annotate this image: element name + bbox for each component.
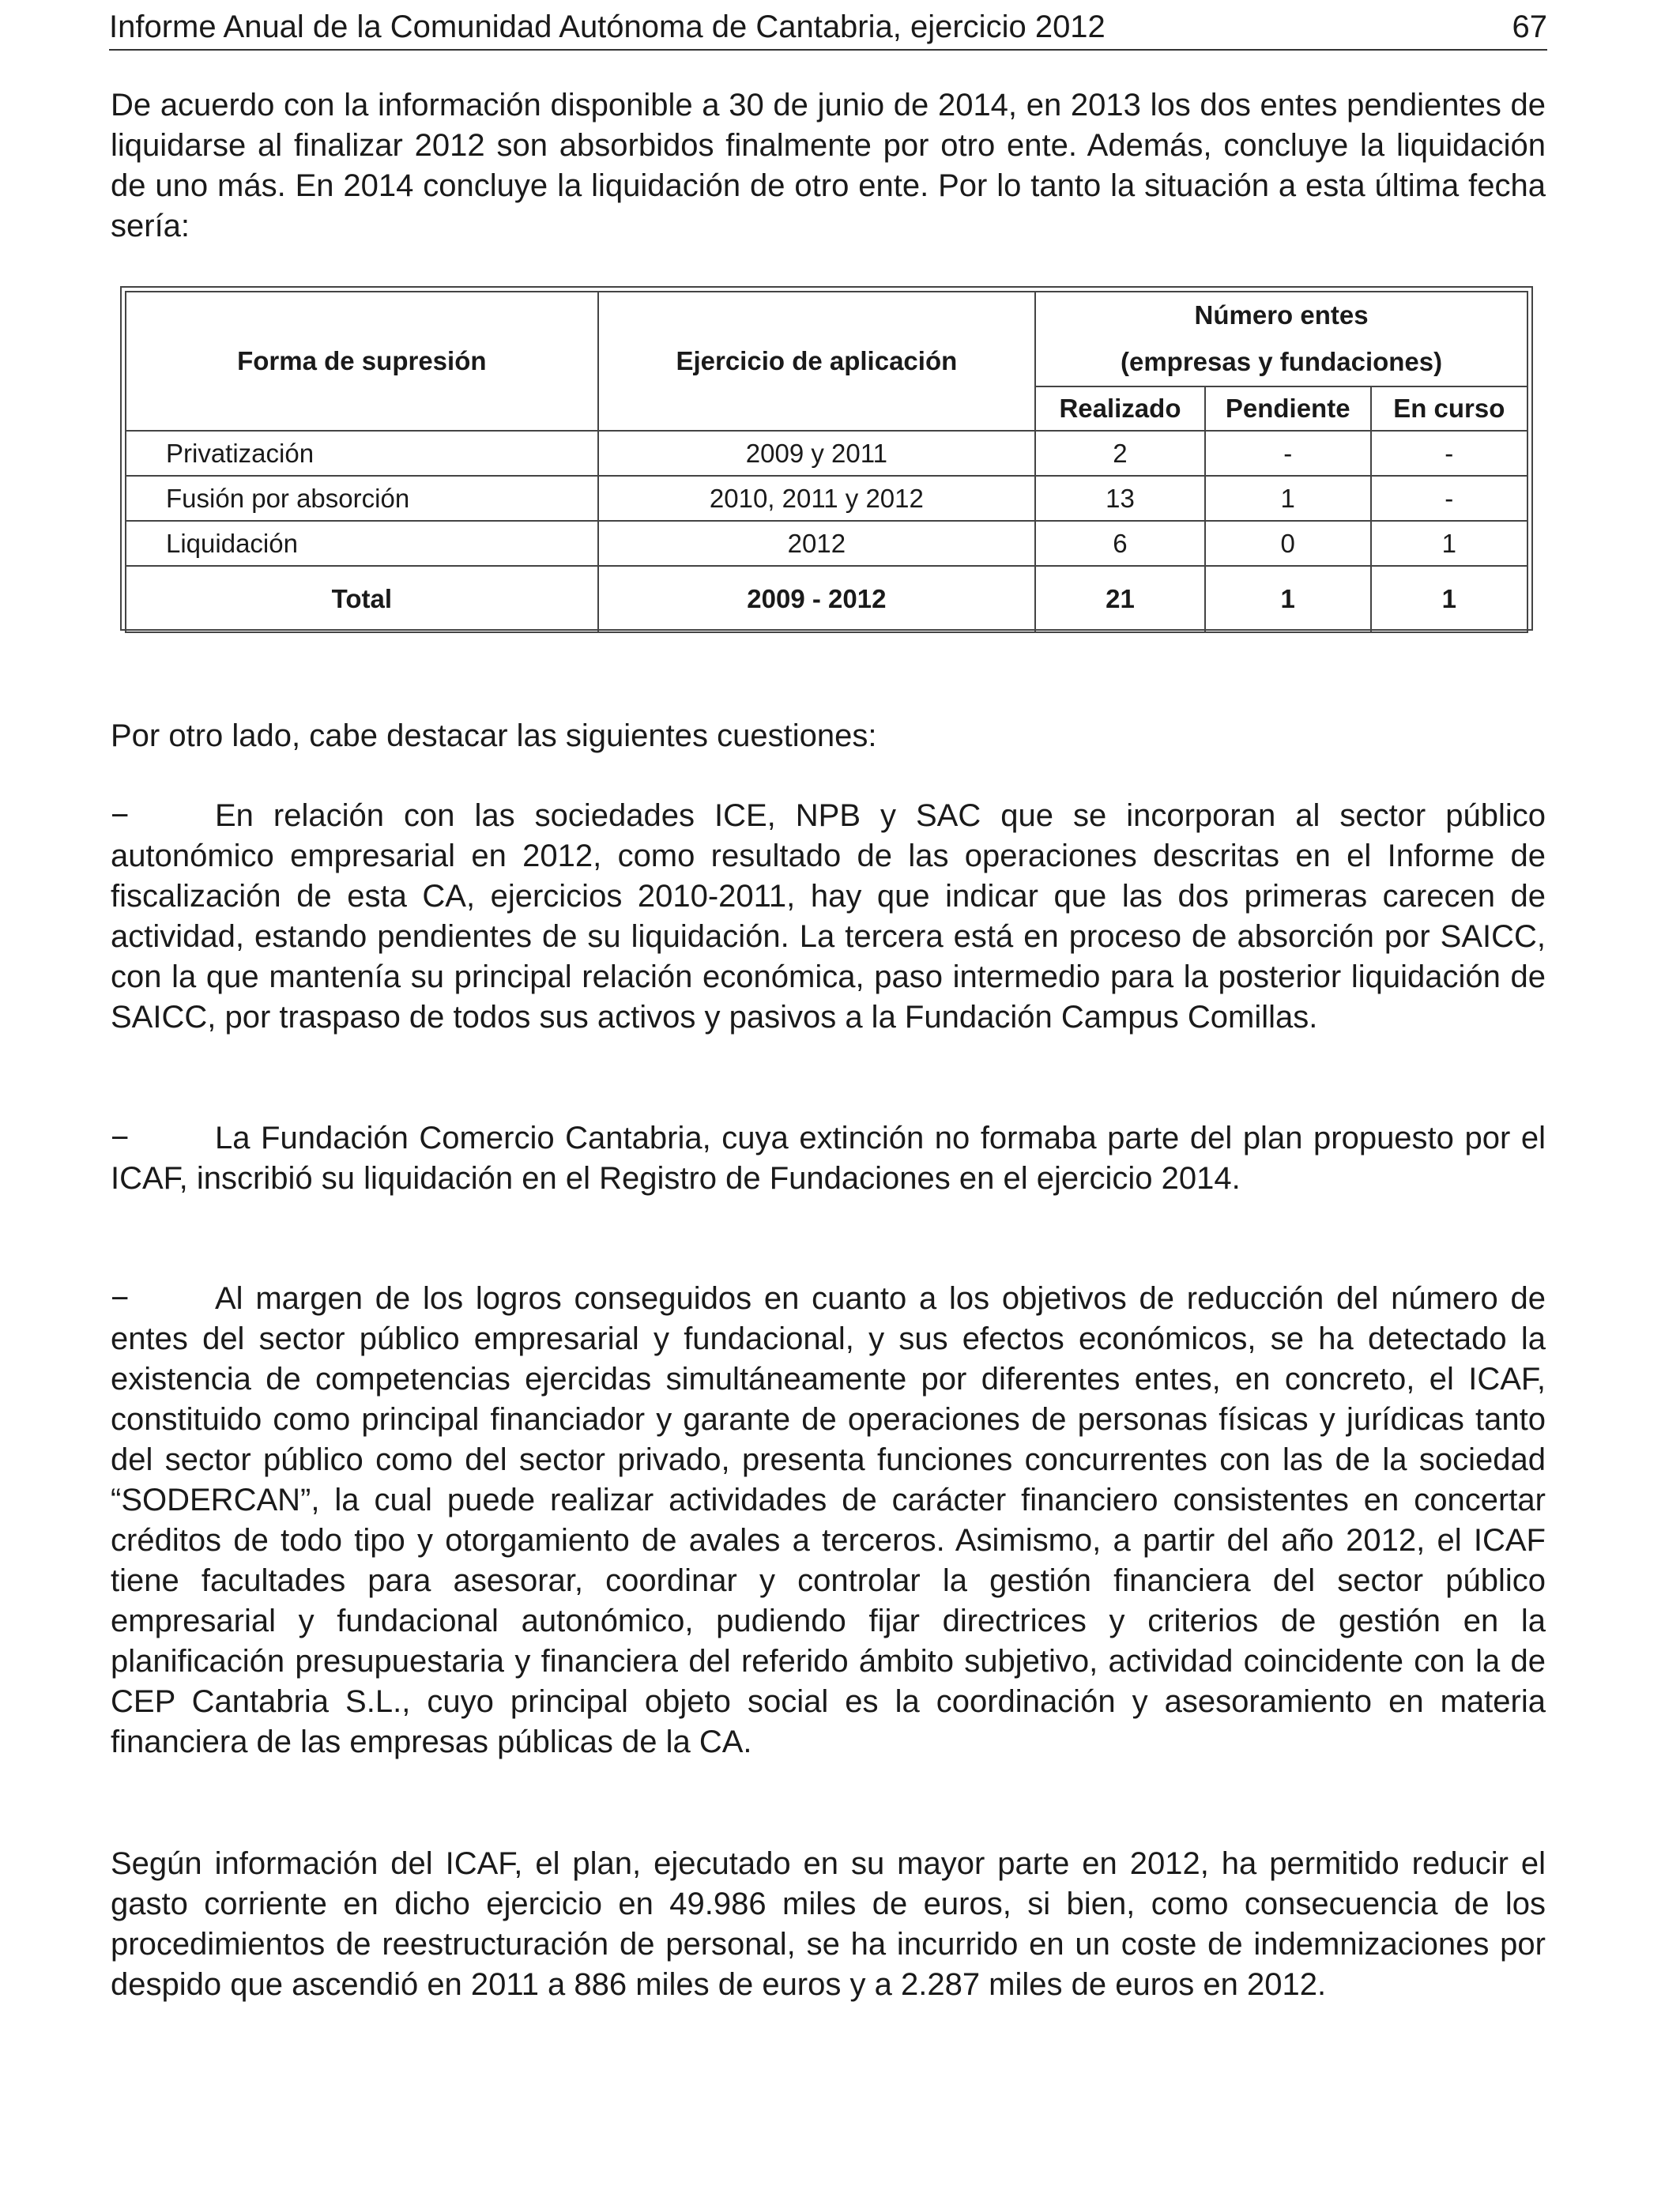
cell-en-curso: - xyxy=(1371,431,1527,476)
intro-paragraph: De acuerdo con la información disponible a 30 de junio de 2014, en 2013 los dos entes pendientes de liquidarse al finalizar 2012 son absorbidos finalmente por otro ente. Además, concluye la liquidación de uno más. En 2014 concluye la liquidación de otro ente. Por lo tanto la situación a esta última fecha sería: xyxy=(111,88,1546,243)
bullet-dash: − xyxy=(111,1121,130,1155)
bullet-item-1 xyxy=(111,796,1546,1038)
header-forma: Forma de supresión xyxy=(126,292,598,431)
cell-pendiente: - xyxy=(1205,431,1371,476)
table-row xyxy=(126,476,1527,521)
bullet-item-3 xyxy=(111,1279,1546,1762)
cell-ejercicio: 2012 xyxy=(598,521,1035,566)
bullet-dash: − xyxy=(111,798,130,833)
bullet-text-2: La Fundación Comercio Cantabria, cuya extinción no formaba parte del plan propuesto por el ICAF, inscribió su liquidación en el Registro de Fundaciones en el ejercicio 2014. xyxy=(111,1121,1546,1196)
table-total-row xyxy=(126,566,1527,632)
por-otro-lado-paragraph: Por otro lado, cabe destacar las siguientes cuestiones: xyxy=(111,718,877,753)
header-en-curso: En curso xyxy=(1371,386,1527,431)
summary-table xyxy=(125,291,1528,633)
bullet-item-2 xyxy=(111,1118,1546,1199)
closing-paragraph: Según información del ICAF, el plan, ejecutado en su mayor parte en 2012, ha permitido reducir el gasto corriente en dicho ejercicio en 49.986 miles de euros, si bien, como consecuencia de los procedimientos de reestructuración de personal, se ha incurrido en un coste de indemnizaciones por despido que ascendió en 2011 a 886 miles de euros y a 2.287 miles de euros en 2012. xyxy=(111,1846,1546,2002)
cell-realizado: 2 xyxy=(1035,431,1205,476)
cell-forma: Liquidación xyxy=(126,521,598,566)
header-title: Informe Anual de la Comunidad Autónoma de Cantabria, ejercicio 2012 xyxy=(109,9,1106,44)
table-row xyxy=(126,521,1527,566)
header-numero-entes-sub: (empresas y fundaciones) xyxy=(1035,338,1527,386)
cell-ejercicio: 2010, 2011 y 2012 xyxy=(598,476,1035,521)
summary-table-frame xyxy=(120,286,1533,631)
cell-realizado: 6 xyxy=(1035,521,1205,566)
cell-pendiente: 0 xyxy=(1205,521,1371,566)
cell-ejercicio: 2009 y 2011 xyxy=(598,431,1035,476)
cell-en-curso: 1 xyxy=(1371,521,1527,566)
total-ejercicio: 2009 - 2012 xyxy=(598,566,1035,632)
table-row xyxy=(126,431,1527,476)
bullet-dash: − xyxy=(111,1281,130,1316)
page-header xyxy=(109,5,1547,51)
total-en-curso: 1 xyxy=(1371,566,1527,632)
header-ejercicio: Ejercicio de aplicación xyxy=(598,292,1035,431)
header-numero-entes: Número entes xyxy=(1035,292,1527,338)
page-number: 67 xyxy=(1512,9,1547,44)
bullet-text-3: Al margen de los logros conseguidos en cuanto a los objetivos de reducción del número de entes del sector público empresarial y fundacional, y sus efectos económicos, se ha detectado la existencia de competencias ejercidas simultáneamente por diferentes entes, en concreto, el ICAF, constituido como principal financiador y garante de operaciones de personas físicas y jurídicas tanto del sector público como del sector privado, presenta funciones concurrentes con las de la sociedad “SODERCAN”, la cual puede realizar actividades de carácter financiero consistentes en concertar créditos de todo tipo y otorgamiento de avales a terceros. Asimismo, a partir del año 2012, el ICAF tiene facultades para asesorar, coordinar y controlar la gestión financiera del sector público empresarial y fundacional autonómico, pudiendo fijar directrices y criterios de gestión en la planificación presupuestaria y financiera del referido ámbito subjetivo, actividad coincidente con la de CEP Cantabria S.L., cuyo principal objeto social es la coordinación y asesoramiento en materia financiera de las empresas públicas de la CA. xyxy=(111,1281,1546,1759)
cell-forma: Privatización xyxy=(126,431,598,476)
total-pendiente: 1 xyxy=(1205,566,1371,632)
header-realizado: Realizado xyxy=(1035,386,1205,431)
cell-en-curso: - xyxy=(1371,476,1527,521)
total-realizado: 21 xyxy=(1035,566,1205,632)
cell-realizado: 13 xyxy=(1035,476,1205,521)
header-pendiente: Pendiente xyxy=(1205,386,1371,431)
total-forma: Total xyxy=(126,566,598,632)
cell-forma: Fusión por absorción xyxy=(126,476,598,521)
bullet-text-1: En relación con las sociedades ICE, NPB y SAC que se incorporan al sector público autonómico empresarial en 2012, como resultado de las operaciones descritas en el Informe de fiscalización de esta CA, ejercicios 2010-2011, hay que indicar que las dos primeras carecen de actividad, estando pendientes de su liquidación. La tercera está en proceso de absorción por SAICC, con la que mantenía su principal relación económica, paso intermedio para la posterior liquidación de SAICC, por traspaso de todos sus activos y pasivos a la Fundación Campus Comillas. xyxy=(111,798,1546,1035)
cell-pendiente: 1 xyxy=(1205,476,1371,521)
